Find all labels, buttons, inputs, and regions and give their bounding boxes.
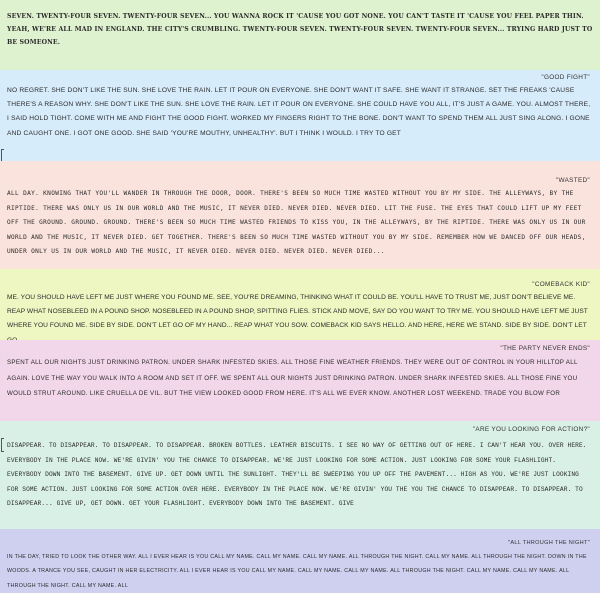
song-title-comeback-kid: "COMEBACK KID" bbox=[532, 281, 590, 288]
lyrics-band-twenty-four-seven bbox=[0, 0, 600, 70]
song-title-party-never-ends: "THE PARTY NEVER ENDS" bbox=[500, 345, 590, 352]
lyrics-comeback-kid: ME. YOU SHOULD HAVE LEFT ME JUST WHERE YOU FOUND ME. SEE, YOU'RE DREAMING, THINKING WHAT IT COULD BE. YOU'LL HAVE TO TRUST ME, JUST DON'T BELIEVE ME. REAP WHAT NOSEBLEED IN A POUND SHOP. NOSEBLEED IN A POUND SHOP, SPITTING FLIES. STICK AND MOVE, SAY DO YOU WANT TO TRY ME. YOU SHOULD HAVE LEFT ME JUST WHERE YOU FOUND ME. SIDE BY SIDE. DON'T LET GO OF MY HAND... REAP WHAT YOU SOW. COMEBACK KID SAYS HELLO. AND HERE, HERE WE STAND. SIDE BY SIDE. DON'T LET bbox=[7, 294, 588, 330]
lyrics-band-good-fight bbox=[0, 70, 600, 161]
lyrics-band-party-never-ends bbox=[0, 340, 600, 421]
song-title-looking-for-action: "ARE YOU LOOKING FOR ACTION?" bbox=[472, 426, 590, 433]
song-title-wasted: "WASTED" bbox=[555, 177, 590, 184]
lyrics-band-looking-for-action bbox=[0, 421, 600, 529]
lyrics-band-comeback-kid bbox=[0, 269, 600, 340]
edge-bracket-mark bbox=[1, 438, 4, 452]
lyrics-band-wasted bbox=[0, 161, 600, 269]
lyrics-good-fight: NO REGRET. SHE DON'T LIKE THE SUN. SHE LOVE THE RAIN. LET IT POUR ON EVERYONE. SHE DON'T WANT IT SAFE. SHE WANT IT STRANGE. SET THE FREAKS 'CAUSE THERE'S A REASON WHY. SHE DON'T LIKE THE SUN. SHE LOVE THE RAIN. LET IT POUR ON EVERYONE. SHE COULD HAVE YOU ALL, IT'S JUST A GAME. YOU. ALMOST THERE, I SAID HOLD TIGHT. COME WITH ME AND FIGHT THE GOOD FIGHT. WORKED MY FINGERS RIGHT TO THE BONE. DON'T WANT TO SPEND THEM ALL JUST SING ALONG. I GONE AND CAUGHT ONE. I GOT ONE GOOD. SHE SAID 'YOU'RE MOUTHY, UNHEALTHY'. BUT I THINK I WOULD. I TRY TO GET bbox=[7, 87, 591, 137]
song-title-good-fight: "GOOD FIGHT" bbox=[541, 74, 590, 81]
lyrics-twenty-four-seven: SEVEN. TWENTY-FOUR SEVEN. TWENTY-FOUR SEVEN... YOU WANNA ROCK IT 'CAUSE YOU GOT NONE. YOU CAN'T TASTE IT 'CAUSE YOU FEEL PAPER THIN. YEAH, WE'RE ALL MAD IN ENGLAND. THE CITY'S CRUMBLING. TWENTY-FOUR SEVEN. TWENTY-FOUR SEVEN. TWENTY-FOUR SEVEN... TRYING HARD JUST TO BE SOMEONE. bbox=[7, 13, 593, 47]
lyrics-wasted: ALL DAY. KNOWING THAT YOU'LL WANDER IN THROUGH THE DOOR, DOOR. THERE'S BEEN SO MUCH TIME WASTED WITHOUT YOU BY MY SIDE. THE ALLEYWAYS, BY THE RIPTIDE. THERE WAS ONLY US IN OUR WORLD AND THE MUSIC, IT NEVER DIED. NEVER DIED. NEVER DIED. LIT THE FUSE. THE EYES THAT COULD LIFT UP MY FEET OFF THE GROUND. GROUND. GROUND. THERE'S BEEN SO MUCH TIME WASTED FRIENDS TO KISS YOU, IN THE ALLEYWAYS, BY THE RIPTIDE. THERE WAS ONLY US IN OUR WORLD AND THE MUSIC, IT NEVER DIED. GET TOGETHER. THERE'S BEEN SO MUCH TIME WASTED WITHOUT YOU BY MY SIDE. REMEMBER HOW WE DANCED OFF OUR HEADS, UNDER ONLY US IN OUR WORLD AND THE MUSIC, IT NEVER DIED. NEVER DIED. NEVER DIED. NEVER DIED... bbox=[7, 190, 586, 256]
song-title-all-through-the-night: "ALL THROUGH THE NIGHT" bbox=[508, 540, 590, 546]
lyrics-looking-for-action: DISAPPEAR. TO DISAPPEAR. TO DISAPPEAR. TO DISAPPEAR. BROKEN BOTTLES. LEATHER BISCUITS. I SEE NO WAY OF GETTING OUT OF HERE. I CAN'T HEAR YOU. OVER HERE. EVERYBODY IN THE PLACE NOW. WE'RE GIVIN' YOU THE CHANCE TO DISAPPEAR. WE'RE JUST LOOKING FOR SOME ACTION. JUST LOOKING FOR SOME YOUR FLASHLIGHT. EVERYBODY DOWN INTO THE BASEMENT. GIVE UP. GET DOWN UNTIL THE SUNLIGHT. THEY'LL BE SWEEPING YOU UP OFF THE PAVEMENT... HIGH AS YOU. WE'RE JUST LOOKING FOR SOME ACTION. JUST LOOKING FOR SOME ACTION OVER HERE. EVERYBODY IN THE PLACE NOW. WE'RE GIVIN' YOU THE YOU THE CHANCE TO DISAPPEAR. TO DISAPPEAR. TO DISAPPEAR... GIVE UP, GET DOWN. GET YOUR FLASHLIGHT. EVERYBODY DOWN INTO THE BASEMENT. GIVE bbox=[7, 442, 587, 508]
lyrics-band-all-through-the-night bbox=[0, 529, 600, 593]
lyrics-all-through-the-night: IN THE DAY, TRIED TO LOOK THE OTHER WAY. ALL I EVER HEAR IS YOU CALL MY NAME. CALL MY NAME. CALL MY NAME. ALL THROUGH THE NIGHT. CALL MY NAME. ALL THROUGH THE NIGHT. DOWN IN THE WOODS. A TRANCE YOU SEE, CAUGHT IN HER ELECTRICITY. ALL I EVER HEAR IS YOU CALL MY NAME. CALL MY NAME. CALL MY NAME. ALL THROUGH THE NIGHT. CALL MY NAME. CALL MY NAME. ALL THROUGH THE NIGHT. CALL MY NAME. ALL bbox=[7, 554, 587, 589]
lyrics-party-never-ends: SPENT ALL OUR NIGHTS JUST DRINKING PATRON. UNDER SHARK INFESTED SKIES. ALL THOSE FINE WEATHER FRIENDS. THEY WERE OUT OF CONTROL IN YOUR HILLTOP ALL AGAIN. LOVE THE WAY YOU WALK INTO A ROOM AND SET IT OFF. WE SPENT ALL OUR NIGHTS JUST DRINKING PATRON. UNDER SHARK INFESTED SKIES. ALL THOSE FINE YOU WOULD STRUT AROUND. LIKE CRUELLA DE VIL. BUT THE VIEW LOOKED GOOD FROM HERE. IT'S ALL WE EVER KNOW. ANOTHER LOST WEEKEND. TRADE YOU BLOW FOR bbox=[7, 359, 578, 398]
